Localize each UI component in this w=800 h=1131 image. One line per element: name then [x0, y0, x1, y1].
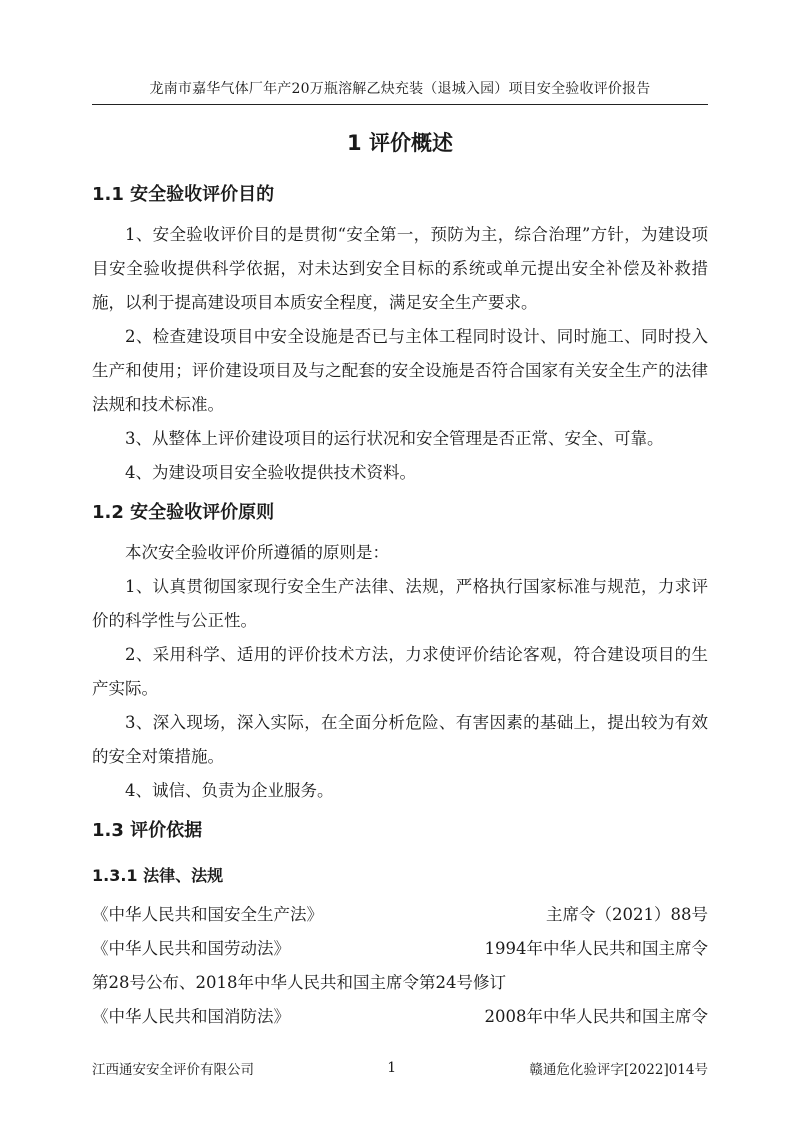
section-heading-1-2: 1.2 安全验收评价原则 [92, 502, 275, 523]
law-name: 《中华人民共和国安全生产法》 [92, 905, 323, 924]
chapter-title: 1 评价概述 [347, 131, 453, 155]
page-footer [92, 1058, 708, 1078]
paragraph: 2、采用科学、适用的评价技术方法，力求使评价结论客观，符合建设项目的生产实际。 [92, 645, 708, 698]
paragraph: 1、安全验收评价目的是贯彻“安全第一，预防为主，综合治理”方针，为建设项目安全验收提供科学依据，对未达到安全目标的系统或单元提出安全补偿及补救措施，以利于提高建设项目本质安全程度，满足安全生产要求。 [92, 225, 708, 312]
page-number: 1 [387, 1060, 397, 1076]
paragraph: 4、诚信、负责为企业服务。 [125, 781, 334, 800]
header-title: 龙南市嘉华气体厂年产20万瓶溶解乙炔充装（退城入园）项目安全验收评价报告 [149, 81, 651, 97]
running-header [92, 78, 708, 105]
paragraph: 3、从整体上评价建设项目的运行状况和安全管理是否正常、安全、可靠。 [125, 429, 664, 448]
law-continuation: 第28号公布、2018年中华人民共和国主席令第24号修订 [92, 973, 506, 992]
paragraph: 本次安全验收评价所遵循的原则是： [125, 543, 389, 562]
subsection-heading-1-3-1: 1.3.1 法律、法规 [92, 866, 224, 885]
section-heading-1-3: 1.3 评价依据 [92, 820, 203, 841]
law-name: 《中华人民共和国消防法》 [92, 1007, 290, 1026]
footer-company: 江西通安安全评价有限公司 [92, 1062, 254, 1078]
paragraph: 4、为建设项目安全验收提供技术资料。 [125, 463, 416, 482]
section-heading-1-1: 1.1 安全验收评价目的 [92, 184, 275, 205]
law-ref: 1994年中华人民共和国主席令 [484, 939, 708, 958]
law-entry [92, 1000, 708, 1034]
footer-doc-number: 赣通危化验评字[2022]014号 [529, 1062, 708, 1078]
paragraph: 1、认真贯彻国家现行安全生产法律、法规，严格执行国家标准与规范，力求评价的科学性与公正性。 [92, 577, 708, 630]
paragraph: 3、深入现场，深入实际，在全面分析危险、有害因素的基础上，提出较为有效的安全对策措施。 [92, 713, 708, 766]
law-ref: 2008年中华人民共和国主席令 [484, 1007, 708, 1026]
law-entry [92, 932, 708, 966]
law-name: 《中华人民共和国劳动法》 [92, 939, 290, 958]
law-ref: 主席令（2021）88号 [546, 905, 708, 924]
law-entry [92, 898, 708, 932]
document-body [92, 172, 708, 1034]
paragraph: 2、检查建设项目中安全设施是否已与主体工程同时设计、同时施工、同时投入生产和使用；评价建设项目及与之配套的安全设施是否符合国家有关安全生产的法律法规和技术标准。 [92, 327, 708, 414]
